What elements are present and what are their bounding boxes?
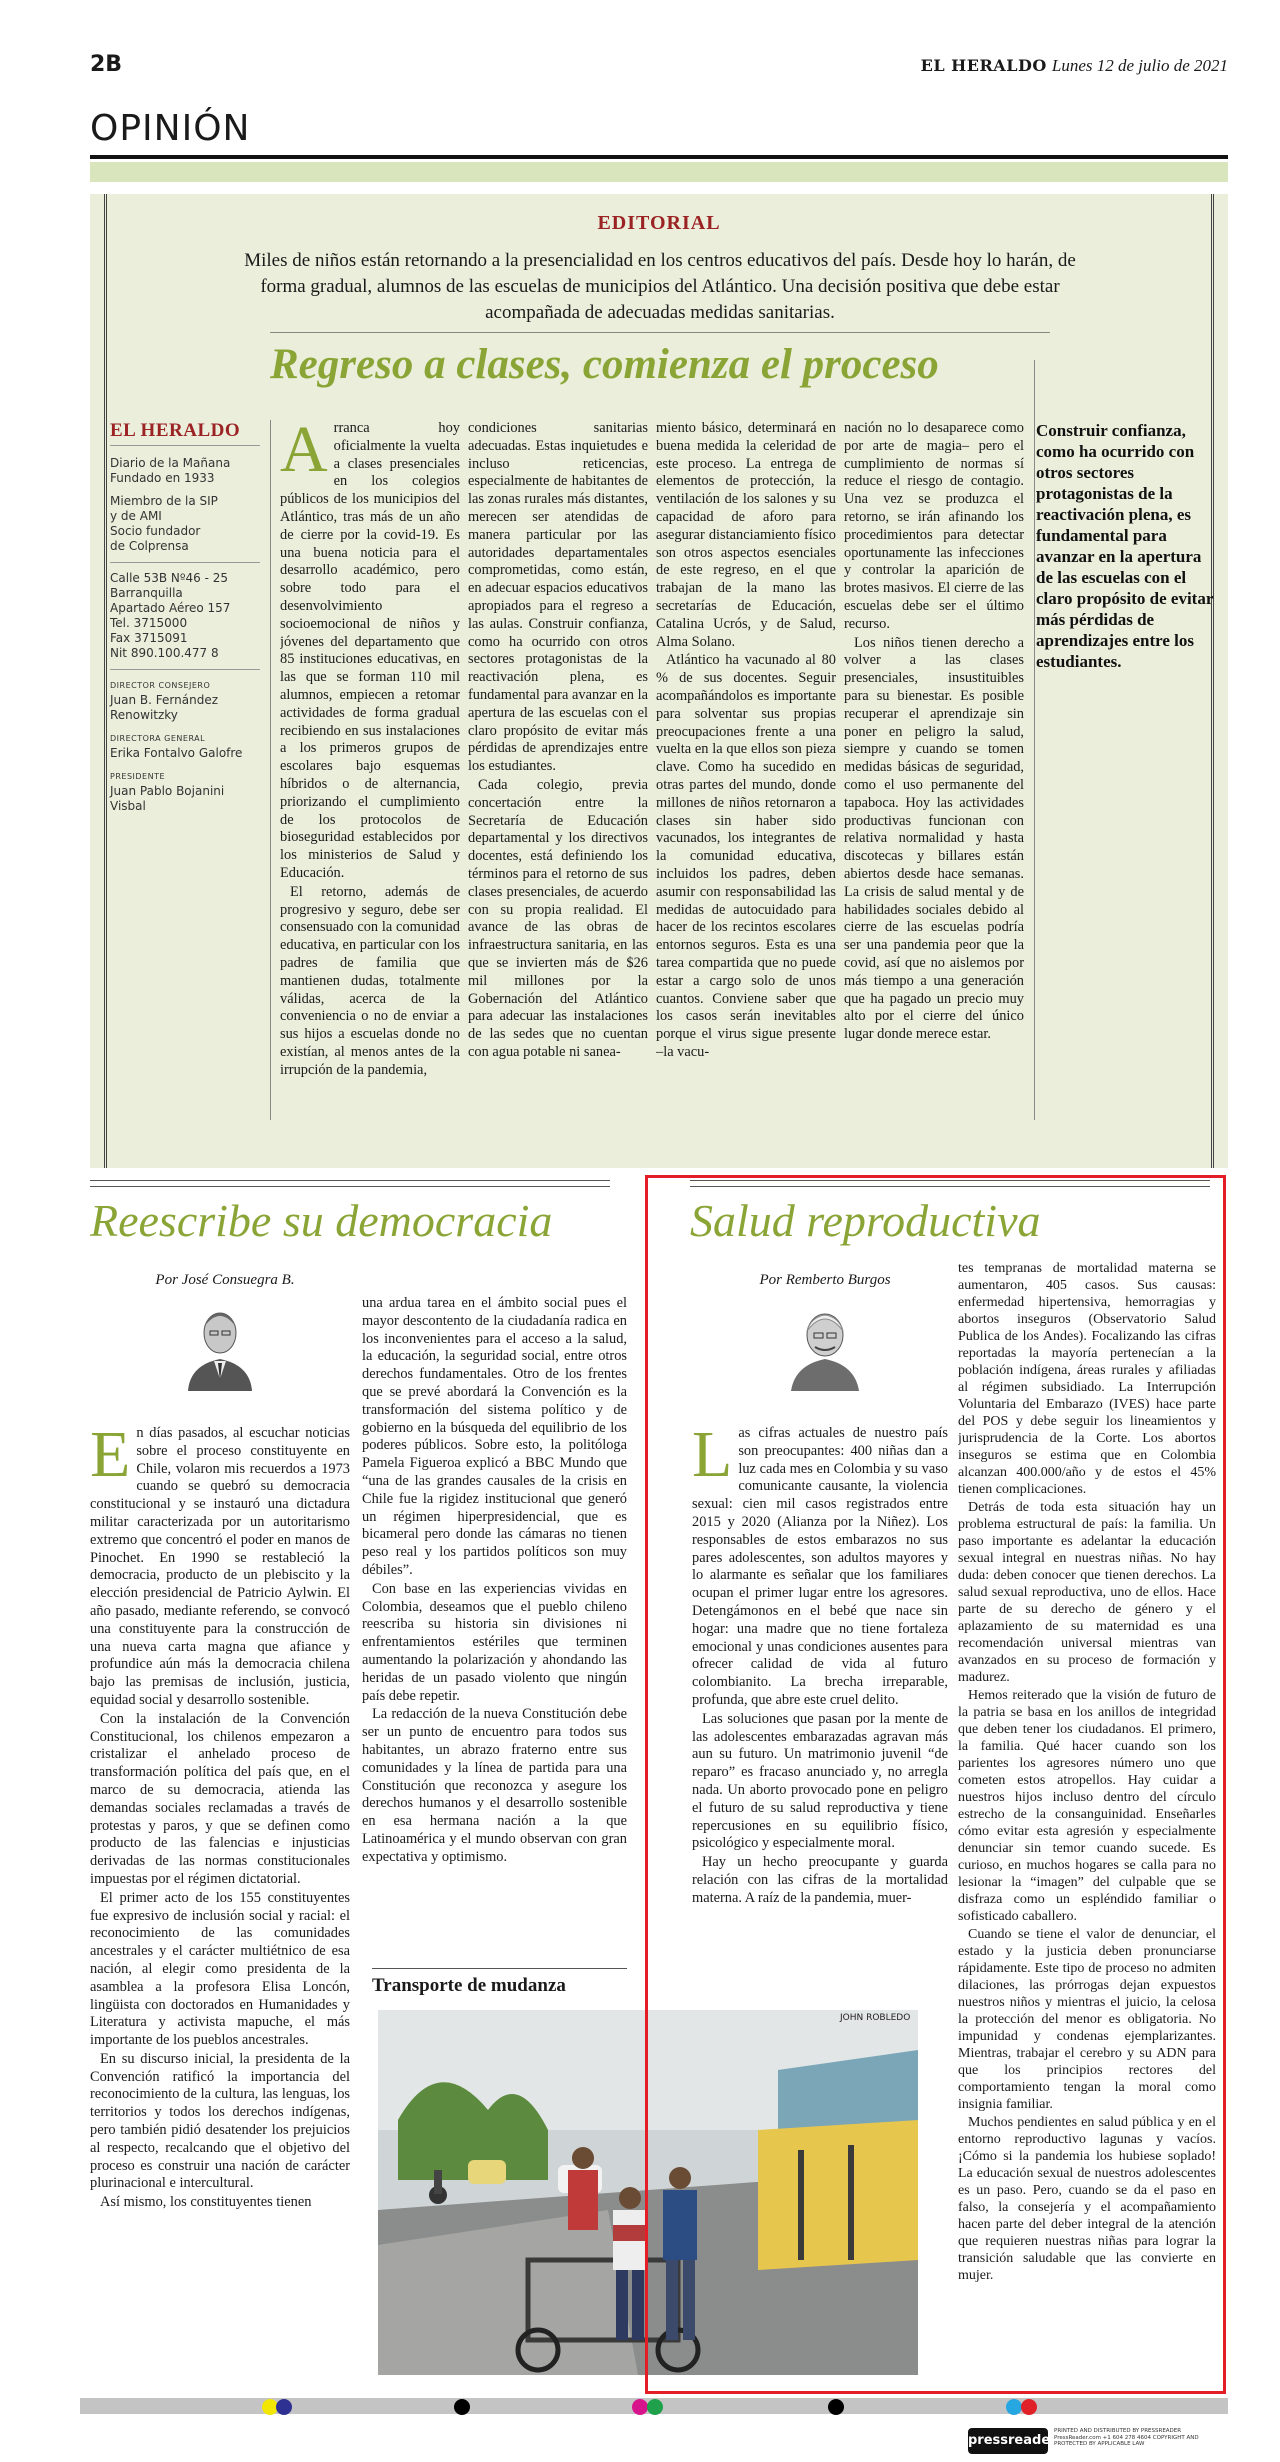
drop-cap: L — [692, 1425, 733, 1491]
paragraph: Detrás de toda esta situación hay un problema estructural de país: la familia. Un paso importante es adelantar la educación sexual integral en nuestras niñas. No hay duda: deben conocer que tienen derechos. La salud sexual reproductiva, uno de ellos. Hace parte de su derecho de género y el aplazamiento de su maternidad es una recomendación universal mientras van avanzados en su proceso de formación y madurez. — [958, 1500, 1216, 1685]
paragraph: Así mismo, los constituyentes tienen — [100, 2194, 312, 2211]
paragraph: Con la instalación de la Convención Constitucional, los chilenos empezaron a cristalizar el anhelado proceso de transformación política del país que, en el marco de su democracia, atienda las demandas sociales reclamadas a través de protestas y paros, y que se definen como producto de las falencias e injusticias derivadas de las normas constitucionales impuestas por el régimen dictatorial. — [90, 1710, 350, 1887]
paper-name: EL HERALDO — [920, 56, 1047, 75]
registration-dot — [276, 2399, 292, 2415]
paragraph: rranca hoy oficialmente la vuelta a clases presenciales en los colegios públicos de los municipios del Atlántico, tras más de un año de cierre por la covid-19. Es una buena noticia para el desarrollo académico, pero sobre todo para el desenvolvimiento socioemocional de niños y jóvenes del departamento que 85 instituciones educativas, en las que se forman 110 mil alumnos, empiecen a retomar actividades de forma gradual recibiendo en sus instalaciones a los primeros grupos de escolares bajo esquemas híbridos o de alternancia, priorizando el cumplimiento de los protocolos de bioseguridad establecidos por los ministerios de Salud y Educación. — [280, 420, 460, 881]
paragraph: una ardua tarea en el ámbito social pues el mayor descontento de la ciudadanía radica en los inconvenientes para el acceso a la salud, la educación, la seguridad social, entre otros derechos fundamentales. Otro de los frentes que se prevé abordará la Convención es la transformación del sistema político y de gobierno en la búsqueda del equilibrio de los poderes públicos. Sobre esto, la politóloga Pamela Figueroa explicó a BBC Mundo que “una de las grandes causales de la crisis en Chile fue la rigidez institucional que generó un régimen hiperpresidencial, que es bicameral pero donde las cámaras no tienen peso real y los partidos políticos son muy débiles”. — [362, 1295, 627, 1578]
editorial-column-4 — [844, 420, 1024, 1120]
paragraph: En su discurso inicial, la presidenta de la Convención ratificó la importancia del reconocimiento de la cultura, las lenguas, los territorios y todos los derechos indígenas, pero también pidió desatender los prejuicios al respecto, recalcando que el objetivo del proceso es construir una nación de carácter plurinacional e intercultural. — [90, 2050, 350, 2192]
editorial-rule — [270, 332, 1050, 333]
paragraph: Cada colegio, previa concertación entre la Secretaría de Educación departamental y los directivos docentes, está definiendo los términos para el retorno de sus clases presenciales, de acuerdo con su propia realidad. El avance de las obras de infraestructura sanitaria, en las que se invierten más de $26 mil millones por la Gobernación del Atlántico para adecuar las instalaciones de las sedes que no cuentan con agua potable ni sanea- — [468, 776, 648, 1060]
sidebar-divider — [110, 562, 260, 563]
author-portrait-left — [180, 1295, 260, 1391]
paragraph: Hemos reiterado que la visión de futuro de la patria se basa en los anillos de integridad que deben tener los ciudadanos. El primero, la familia. Qué hacer cuando son los parientes los agresores número uno que cometen estos atropellos. Hay cuidar a nuestros hijos incluso dentro del círculo estrecho de la consanguinidad. Enseñarles cómo evitar esta agresión y especialmente denunciar sin temor cuando sucede. Es curioso, en muchos hogares se calla para no lesionar la “imagen” del culpable que se disfraza como un espléndido familiar o sofisticado caballero. — [958, 1688, 1216, 1924]
editorial-headline: Regreso a clases, comienza el proceso — [270, 341, 939, 388]
paragraph: Los niños tienen derecho a volver a las clases presenciales, insustituibles para su bienestar. Es posible recuperar el aprendizaje sin poner en peligro la salud, siempre y cuando se tomen medidas básicas de seguridad, como el uso permanente del tapaboca. Hoy las actividades productivas funcionan con relativa normalidad y hasta discotecas y billares están abiertos desde hace semanas. La crisis de salud mental y de habilidades sociales debido al cierre de las escuelas podría ser una pandemia peor que la covid, así que no aislemos por más tiempo a una generación que ha pagado un precio muy alto por el cierre del único lugar donde merece estar. — [844, 634, 1024, 1043]
paragraph: Cuando se tiene el valor de denunciar, el estado y la justicia deben pronunciarse rápidamente. Este tipo de proceso no admiten dilaciones, las prórrogas dejan expuestos nuestros niños y mientras el juicio, la celosa la protección del menor es obligatoria. No impunidad y condenas ejemplarizantes. Mientras, trabajar el cerebro y su ADN para que los principios rectores del comportamiento tengan la moral como insignia familiar. — [958, 1927, 1216, 2112]
sidebar-line: Socio fundador — [110, 524, 201, 538]
staff-role: DIRECTOR CONSEJERO — [110, 681, 211, 690]
issue-date: Lunes 12 de julio de 2021 — [1051, 56, 1228, 75]
opinion-headline-right: Salud reproductiva — [690, 1195, 1041, 1246]
drop-cap: A — [280, 420, 328, 486]
paragraph: Muchos pendientes en salud pública y en el entorno reproductivo lagunas y vacíos. ¡Cómo si la pandemia los hubiese soplado! La educación sexual de nuestros adolescentes es un paso. Pero, cuando se da el paso en falso, la consejería y el acompañamiento hacen parte del deber integral de la atención que requieren nuestras niñas para lograr la transición saludable que las convierte en mujer. — [958, 2115, 1216, 2283]
sidebar-line: Miembro de la SIP — [110, 494, 218, 508]
sidebar-line: Diario de la Mañana — [110, 456, 231, 470]
photo-rule — [372, 1968, 627, 1969]
column-top-rule — [90, 1186, 610, 1187]
staff-name: Juan B. Fernández Renowitzky — [110, 693, 218, 722]
paragraph: Con base en las experiencias vividas en Colombia, deseamos que el pueblo chileno reescriba su historia sin divisiones ni enfrentamientos estériles que terminen aumentando la polarización y ahondando las heridas de un pasado violento que ningún país debe repetir. — [362, 1580, 627, 1704]
address-line: Barranquilla — [110, 586, 183, 600]
photo-credit: JOHN ROBLEDO — [840, 2013, 911, 2023]
registration-dot — [647, 2399, 663, 2415]
registration-dot — [1021, 2399, 1037, 2415]
staff-name: Erika Fontalvo Galofre — [110, 746, 243, 760]
green-band — [90, 162, 1228, 182]
sidebar-divider — [110, 669, 260, 670]
sidebar-line: Fundado en 1933 — [110, 471, 215, 485]
staff-role: DIRECTORA GENERAL — [110, 734, 206, 743]
section-title: OPINIÓN — [90, 108, 251, 149]
editorial-column-1 — [280, 420, 460, 1120]
registration-dot — [1006, 2399, 1022, 2415]
staff-role: PRESIDENTE — [110, 772, 166, 781]
masthead-sidebar — [110, 420, 260, 822]
registration-dot — [632, 2399, 648, 2415]
address-line: Tel. 3715000 — [110, 616, 188, 630]
paragraph: El retorno, además de progresivo y seguro, debe ser consensuado con la comunidad educativa, en particular con los padres de familia que mantienen dudas, totalmente válidas, acerca de la conveniencia o no de enviar a sus hijos a escuelas donde no existían, al menos antes de la irrupción de la pandemia, — [280, 883, 460, 1078]
registration-dot — [828, 2399, 844, 2415]
editorial-label: EDITORIAL — [597, 212, 721, 234]
editorial-column-2 — [468, 420, 648, 1120]
opinion-headline-left: Reescribe su democracia — [90, 1195, 553, 1246]
address-line: Apartado Aéreo 157 — [110, 601, 231, 615]
editorial-intro: Miles de niños están retornando a la presencialidad en los centros educativos del país. Desde hoy lo harán, de forma gradual, alumnos de las escuelas de municipios del Atlántico. Una decisión positiva que debe estar acompañada de adecuadas medidas sanitarias. — [244, 250, 1076, 323]
editorial-column-3 — [656, 420, 836, 1120]
paragraph: El primer acto de los 155 constituyentes fue expresivo de inclusión social y racial: el reconocimiento de las comunidades ancestrales y el carácter multiétnico de esa nación, al elegir como presidenta de la asamblea a la profesora Elisa Loncón, lingüista con doctorados en Humanidades y Literatura y activista mapuche, el más importante de los pueblos ancestrales. — [90, 1889, 350, 2049]
drop-cap: E — [90, 1425, 131, 1491]
byline-left: Por José Consuegra B. — [155, 1272, 295, 1288]
paragraph: Las soluciones que pasan por la mente de las adolescentes embarazadas agravan más aun su futuro. Un matrimonio juvenil “de reparo” es fracaso anunciado y, no arregla nada. Un aborto provocado pone en peligro el futuro de su salud reproductiva y tiene repercusiones en su equilibrio físico, psicológico y especialmente moral. — [692, 1710, 948, 1852]
left-article-column-2 — [362, 1295, 627, 1965]
column-divider — [270, 420, 271, 1120]
paragraph: n días pasados, al escuchar noticias sobre el proceso constituyente en Chile, volaron mis recuerdos a 1973 cuando se quebró su democracia constitucional y se instauró una dictadura militar caracterizada por un autoritarismo extremo que concentró el poder en manos de Pinochet. En 1990 se restableció la democracia, producto de un plebiscito y la elección presidencial de Patricio Aylwin. El año pasado, mediante referendo, se convocó una constituyente para la construcción de una nueva carta magna que afiance y profundice aún más la democracia chilena bajo las premisas de inclusión, justicia, equidad social y desarrollo sostenible. — [90, 1425, 350, 1708]
paragraph: Hay un hecho preocupante y guarda relación con las cifras de la mortalidad materna. A raíz de la pandemia, muer- — [692, 1854, 948, 1906]
staff-name: Juan Pablo Bojanini Visbal — [110, 784, 225, 813]
column-divider — [1034, 360, 1035, 1120]
paragraph: miento básico, determinará en buena medida la celeridad de este proceso. La entrega de elementos de protección, la ventilación de los salones y su capacidad de aforo para asegurar distanciamiento físico son otros aspectos esenciales de este regreso, en el que trabajan de la mano las secretarías de Educación, Catalina Ucrós, y de Salud, Alma Solano. — [656, 420, 836, 650]
address-line: Fax 3715091 — [110, 631, 188, 645]
byline-right: Por Remberto Burgos — [759, 1272, 891, 1288]
photo-title: Transporte de mudanza — [372, 1975, 566, 1996]
pull-quote: Construir confianza, como ha ocurrido con otros sectores protagonistas de la reactivación plena, es fundamental para avanzar en la apertura de las escuelas con el claro propósito de evitar más pérdidas de aprendizajes entre los estudiantes. — [1036, 421, 1214, 671]
column-top-rule — [90, 1180, 610, 1181]
paragraph: La redacción de la nueva Constitución debe ser un punto de encuentro para todos sus habitantes, un abrazo fraterno entre sus comunidades y la línea de partida para una Constitución que reconozca y asegure los derechos humanos y el desarrollo sostenible en esa hermana nación a la que Latinoamérica y el mundo observan con gran expectativa y optimismo. — [362, 1706, 627, 1865]
highlight-frame — [645, 1175, 1226, 2394]
paragraph: tes tempranas de mortalidad materna se aumentaron, 405 casos. Sus causas: enfermedad hipertensiva, hemorragias y abortos inseguros (Observatorio Salud Publica de los Andes). Focalizando las cifras reportadas la mayoría pertenecían a la población indígena, áreas rurales y afiliadas al régimen subsidiado. La Interrupción Voluntaria del Embarazo (IVES) hace parte del POS y debe seguir los lineamientos y jurisprudencia de la Corte. Los abortos inseguros se estima que en Colombia alcanzan 400.000/año y de estos el 45% tienen complicaciones. — [958, 1261, 1216, 1497]
header-rule — [90, 155, 1228, 159]
paragraph: nación no lo desaparece como por arte de magia– pero el cumplimiento de normas sí reduce el riesgo de contagio. Una vez se produzca el retorno, se irán afinando los procedimientos para detectar oportunamente las infecciones y controlar la aparición de brotes masivos. El cierre de las escuelas debe ser el último recurso. — [844, 420, 1024, 632]
paragraph: condiciones sanitarias adecuadas. Estas inquietudes e incluso reticencias, especialmente de habitantes de las zonas rurales más distantes, merecen ser atendidas de manera particular por las autoridades departamentales comprometidas, como están, en adecuar espacios educativos apropiados para el regreso a las aulas. Construir confianza, como ha ocurrido con otros sectores protagonistas de la reactivación plena, es fundamental para avanzar en la apertura de las escuelas con el claro propósito de evitar más pérdidas de aprendizajes entre los estudiantes. — [468, 420, 648, 775]
paragraph: Atlántico ha vacunado al 80 % de sus docentes. Seguir acompañándolos es importante para solventar sus propias preocupaciones frente a una vuelta en la que ellos son pieza clave. Como ha sucedido en otras partes del mundo, donde millones de niños retornaron a clases sin haber sido vacunados, los integrantes de la comunidad educativa, incluidos los padres, deben asumir con responsabilidad las medidas de autocuidado para hacer de los recintos escolares entornos seguros. Esta es una tarea compartida que no puede estar a cargo solo de unos cuantos. Conviene saber que los casos serán inevitables porque el virus sigue presente –la vacu- — [656, 652, 836, 1060]
sidebar-logo: EL HERALDO — [110, 420, 260, 446]
address-line: Nit 890.100.477 8 — [110, 646, 219, 660]
pressreader-note: PRINTED AND DISTRIBUTED BY PRESSREADER PressReader.com +1 604 278 4604 COPYRIGHT AND PROTECTED BY APPLICABLE LAW — [1054, 2428, 1199, 2447]
page-number: 2B — [90, 52, 123, 77]
left-article-column-1 — [90, 1425, 350, 2365]
pressreader-logo[interactable]: pressreader — [968, 2428, 1048, 2454]
sidebar-line: de Colprensa — [110, 539, 189, 553]
masthead — [921, 56, 1228, 76]
registration-dot — [454, 2399, 470, 2415]
address-line: Calle 53B Nº46 - 25 — [110, 571, 229, 585]
paragraph: as cifras actuales de nuestro país son preocupantes: 400 niñas dan a luz cada mes en Colombia y su vaso comunicante causante, la violencia sexual: cien mil casos registrados entre 2015 y 2020 (Alianza por la Niñez). Los responsables de estos embarazos no sus pares adolescentes, son adultos mayores y lo alarmante es señalar que los familiares ocupan el primer lugar entre los agresores. Detengámonos en el bebé que nace sin hogar: una madre que no tiene fortaleza emocional y unas condiciones ausentes para ofrecer calidad de vida al futuro colombianito. La brecha irreparable, profunda, que abre este cruel delito. — [692, 1425, 948, 1708]
sidebar-line: y de AMI — [110, 509, 162, 523]
